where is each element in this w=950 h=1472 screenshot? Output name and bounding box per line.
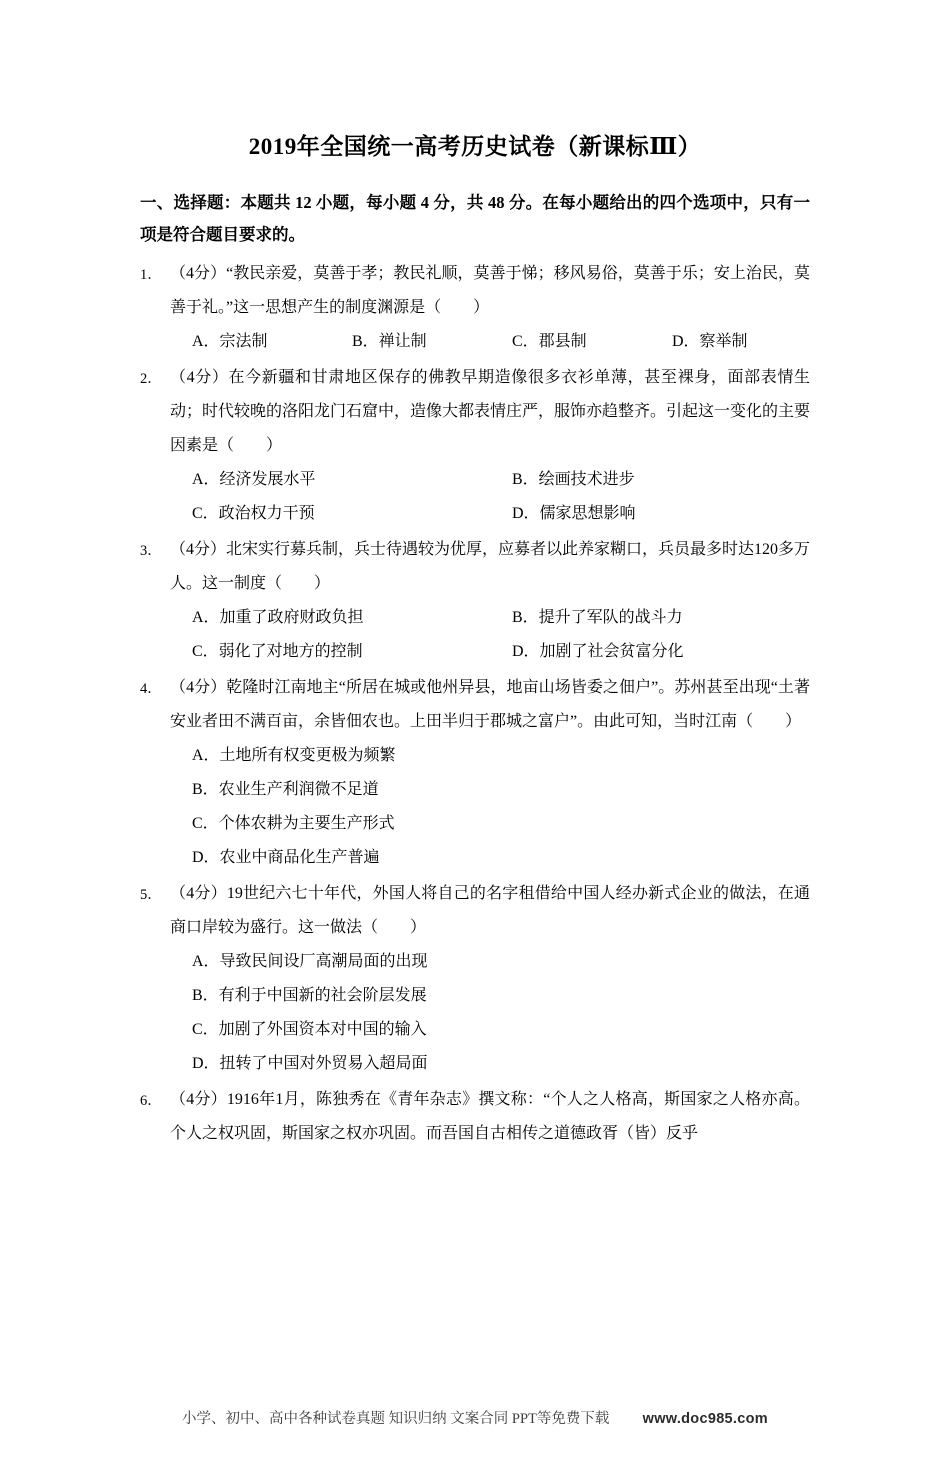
option-d[interactable]: D．察举制 <box>672 333 748 350</box>
question-item <box>140 1083 810 1151</box>
question-stem: （4分）1916年1月，陈独秀在《青年杂志》撰文称：“个人之人格高，斯国家之人格亦高。个人之权巩固，斯国家之权亦巩固。而吾国自古相传之道德政胥（皆）反乎 <box>170 1091 810 1142</box>
option-b[interactable]: B．禅让制 <box>352 333 427 350</box>
option-list <box>170 739 810 875</box>
option-list <box>170 325 810 359</box>
section-heading: 一、选择题：本题共 12 小题，每小题 4 分，共 48 分。在每小题给出的四个选项中，只有一项是符合题目要求的。 <box>140 193 810 244</box>
question-body <box>170 877 810 1081</box>
option-c[interactable]: C．加剧了外国资本对中国的输入 <box>192 1021 427 1038</box>
option-list <box>170 601 810 669</box>
page-title: 2019年全国统一高考历史试卷（新课标Ⅲ） <box>248 134 702 159</box>
question-body <box>170 671 810 875</box>
footer-site: www.doc985.com <box>642 1411 768 1427</box>
option-d[interactable]: D．加剧了社会贫富分化 <box>512 643 684 660</box>
question-body <box>170 361 810 531</box>
option-a[interactable]: A．加重了政府财政负担 <box>192 609 364 626</box>
question-number: 1． <box>140 267 162 283</box>
option-b[interactable]: B．有利于中国新的社会阶层发展 <box>192 987 427 1004</box>
option-c[interactable]: C．弱化了对地方的控制 <box>192 643 363 660</box>
question-body <box>170 1083 810 1151</box>
option-b[interactable]: B．农业生产利润微不足道 <box>192 781 379 798</box>
question-item <box>140 533 810 669</box>
option-c[interactable]: C．政治权力干预 <box>192 505 315 522</box>
option-a[interactable]: A．宗法制 <box>192 333 268 350</box>
option-c[interactable]: C．个体农耕为主要生产形式 <box>192 815 395 832</box>
question-stem: （4分）乾隆时江南地主“所居在城或他州异县，地亩山场皆委之佃户”。苏州甚至出现“土著安业者田不满百亩，余皆佃农也。上田半归于郡城之富户”。由此可知，当时江南（ ） <box>170 679 810 730</box>
option-c[interactable]: C．郡县制 <box>512 333 587 350</box>
option-d[interactable]: D．农业中商品化生产普遍 <box>192 849 380 866</box>
option-b[interactable]: B．绘画技术进步 <box>512 471 635 488</box>
option-d[interactable]: D．儒家思想影响 <box>512 505 636 522</box>
option-a[interactable]: A．经济发展水平 <box>192 471 316 488</box>
option-d[interactable]: D．扭转了中国对外贸易入超局面 <box>192 1055 428 1072</box>
question-item <box>140 361 810 531</box>
option-list <box>170 945 810 1081</box>
question-body <box>170 533 810 669</box>
option-a[interactable]: A．土地所有权变更极为频繁 <box>192 747 396 764</box>
option-list <box>170 463 810 531</box>
question-number: 5． <box>140 887 162 903</box>
question-item <box>140 877 810 1081</box>
question-number: 4． <box>140 681 162 697</box>
question-stem: （4分）“教民亲爱，莫善于孝；教民礼顺，莫善于悌；移风易俗，莫善于乐；安上治民，莫善于礼。”这一思想产生的制度渊源是（ ） <box>170 265 810 316</box>
document-page <box>0 128 950 1472</box>
question-stem: （4分）北宋实行募兵制，兵士待遇较为优厚，应募者以此养家糊口，兵员最多时达120多万人。这一制度（ ） <box>170 541 811 592</box>
question-number: 6． <box>140 1093 162 1109</box>
page-footer <box>0 1407 950 1428</box>
option-a[interactable]: A．导致民间设厂高潮局面的出现 <box>192 953 428 970</box>
question-number: 3． <box>140 543 162 559</box>
question-stem: （4分）19世纪六七十年代，外国人将自己的名字租借给中国人经办新式企业的做法，在通商口岸较为盛行。这一做法（ ） <box>170 885 810 936</box>
question-item <box>140 671 810 875</box>
question-number: 2． <box>140 371 162 387</box>
footer-text: 小学、初中、高中各种试卷真题 知识归纳 文案合同 PPT等免费下载 <box>182 1411 610 1427</box>
question-body <box>170 257 810 359</box>
question-item <box>140 257 810 359</box>
question-stem: （4分）在今新疆和甘肃地区保存的佛教早期造像很多衣衫单薄，甚至裸身，面部表情生动；时代较晚的洛阳龙门石窟中，造像大都表情庄严，服饰亦趋整齐。引起这一变化的主要因素是（ ） <box>170 369 811 454</box>
option-b[interactable]: B．提升了军队的战斗力 <box>512 609 683 626</box>
